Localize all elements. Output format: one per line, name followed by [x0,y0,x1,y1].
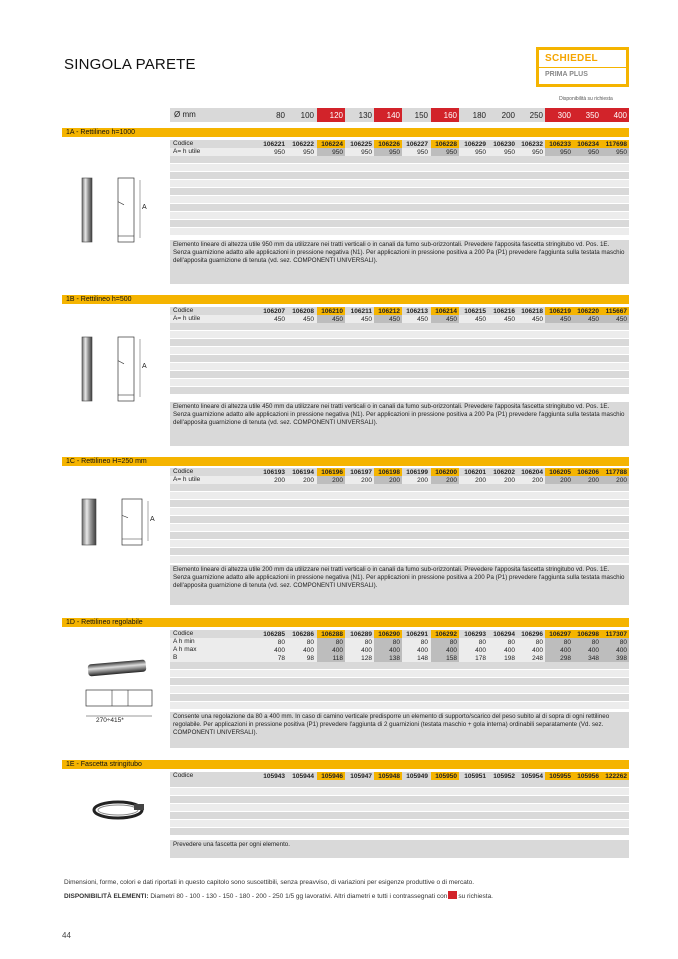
product-code: 106290 [374,630,402,638]
dimension-value: 400 [317,646,345,654]
product-code: 106234 [573,140,601,148]
product-code: 106218 [521,307,543,315]
row-label: A= h utile [173,315,201,322]
table-row-empty [170,204,629,212]
product-code: 105950 [431,772,459,780]
product-code: 105943 [263,772,285,780]
table-row-empty [170,363,629,371]
table-row-empty [170,156,629,164]
dimension-value: 398 [601,654,629,662]
dimension-value: 450 [601,315,629,323]
dimension-value: 80 [573,638,601,646]
product-code: 115667 [601,307,629,315]
row-label: Codice [173,772,194,779]
row-label: Codice [173,307,194,314]
dimension-value: 80 [420,638,428,646]
dimension-value: 450 [417,315,428,323]
product-code: 106219 [545,307,573,315]
dimension-row [170,654,629,662]
table-row-empty [170,804,629,812]
dimension-row [170,148,629,156]
product-image [90,796,150,829]
dimension-value: 348 [573,654,601,662]
table-row-empty [170,331,629,339]
product-code: 106292 [431,630,459,638]
table-row-empty [170,508,629,516]
product-code: 117788 [601,468,629,476]
section-description: Elemento lineare di altezza utile 200 mm da utilizzare nei tratti verticali o in canali da fumo sub-orizzontali. Prevedere l'apposita fascetta stringitubo vd. Pos. 1E. Senza guarnizione adatto alle applicazioni in pressione negativa (N1). Per applicazioni in pressione positiva a 200 Pa (P1) prevedere l'aggiunta sulla testata maschio dell'apposita guarnizione di tenuta (vd. sez. COMPONENTI UNIVERSALI). [170,565,629,605]
table-row-empty [170,540,629,548]
row-label: Codice [173,468,194,475]
dimension-value: 450 [431,315,459,323]
table-row-empty [170,828,629,836]
table-row-empty [170,387,629,395]
dimension-value: 248 [532,654,543,662]
footnote-availability [64,891,493,900]
product-code: 106286 [292,630,314,638]
diameter-120: 120 [317,108,345,122]
dimension-value: 138 [374,654,402,662]
dimension-value: 450 [274,315,285,323]
product-code: 106205 [545,468,573,476]
table-row-empty [170,355,629,363]
section-description: Prevedere una fascetta per ogni elemento. [170,840,629,858]
dimension-value: 950 [417,148,428,156]
section-title: 1A - Rettilineo h=1000 [62,128,629,137]
dimension-value: 950 [601,148,629,156]
product-code: 106285 [263,630,285,638]
product-code: 106194 [292,468,314,476]
product-code: 106193 [263,468,285,476]
product-code: 106233 [545,140,573,148]
table-row-empty [170,780,629,788]
footnote-availability-text: Diametri 80 - 100 - 130 - 150 - 180 - 200 - 250 1/5 gg lavorativi. Altri diametri e tutti i contrassegnati con [150,893,448,900]
product-code: 106225 [350,140,372,148]
product-code: 105951 [464,772,486,780]
code-row [170,630,629,638]
dimension-value: 950 [504,148,515,156]
product-code: 106214 [431,307,459,315]
table-row-empty [170,812,629,820]
product-code: 106215 [464,307,486,315]
product-code: 106297 [545,630,573,638]
dimension-value: 80 [364,638,372,646]
dimension-label: A [142,363,147,370]
dimension-value: 450 [532,315,543,323]
product-code: 106291 [406,630,428,638]
row-label: A= h utile [173,476,201,483]
page-number: 44 [62,931,71,940]
table-row-empty [170,820,629,828]
diameter-160: 160 [431,108,459,122]
table-row-empty [170,347,629,355]
product-code: 105956 [573,772,601,780]
dimension-value: 200 [274,476,285,484]
diameter-100: 100 [300,110,314,120]
table-row-empty [170,180,629,188]
dimension-value: 450 [374,315,402,323]
dimension-value: 400 [504,646,515,654]
dimension-value: 200 [532,476,543,484]
product-code: 106296 [521,630,543,638]
product-code: 106216 [493,307,515,315]
table-row-empty [170,228,629,236]
product-code: 106288 [317,630,345,638]
product-code: 106226 [374,140,402,148]
diameter-250: 250 [529,110,543,120]
dimension-value: 200 [431,476,459,484]
dimension-value: 950 [274,148,285,156]
dimension-value: 950 [431,148,459,156]
dimension-value: 950 [573,148,601,156]
dimension-value: 400 [374,646,402,654]
dimension-value: 198 [504,654,515,662]
product-code: 106198 [374,468,402,476]
product-code: 106230 [493,140,515,148]
dimension-row [170,315,629,323]
product-code: 106222 [292,140,314,148]
product-code: 106293 [464,630,486,638]
product-image [78,176,168,249]
dimension-value: 450 [545,315,573,323]
logo-divider [539,67,626,68]
dimension-value: 78 [277,654,285,662]
table-row-empty [170,556,629,564]
dimension-value: 80 [306,638,314,646]
table-row-empty [170,670,629,678]
table-row-empty [170,188,629,196]
product-code: 106220 [573,307,601,315]
red-square-icon [448,891,457,899]
product-code: 106207 [263,307,285,315]
table-row-empty [170,492,629,500]
product-code: 106201 [464,468,486,476]
section-description: Elemento lineare di altezza utile 950 mm da utilizzare nei tratti verticali o in canali da fumo sub-orizzontali. Prevedere l'apposita fascetta stringitubo vd. Pos. 1E. Senza guarnizione adatto alle applicazioni in pressione negativa (N1). Per applicazioni in pressione positiva a 200 Pa (P1) prevedere l'aggiunta sulla testata maschio dell'apposita guarnizione di tenuta (vd. sez. COMPONENTI UNIVERSALI). [170,240,629,284]
dimension-value: 200 [545,476,573,484]
dimension-value: 80 [317,638,345,646]
table-row-empty [170,694,629,702]
diameter-header [170,108,629,122]
dimension-label: 270÷415* [96,717,124,724]
product-code: 106228 [431,140,459,148]
product-code: 106221 [263,140,285,148]
dimension-value: 450 [361,315,372,323]
code-row [170,468,629,476]
table-row-empty [170,548,629,556]
diameter-180: 180 [472,110,486,120]
diameter-80: 80 [276,110,285,120]
dimension-value: 200 [601,476,629,484]
row-label: A h max [173,646,197,653]
dimension-row [170,646,629,654]
page-title: SINGOLA PARETE [64,56,196,73]
section-title: 1D - Rettilineo regolabile [62,618,629,627]
section-title: 1B - Rettilineo h=500 [62,295,629,304]
dimension-value: 98 [306,654,314,662]
dimension-value: 400 [303,646,314,654]
table-row-empty [170,164,629,172]
diameter-200: 200 [501,110,515,120]
row-label: Codice [173,140,194,147]
dimension-value: 80 [545,638,573,646]
dimension-value: 80 [507,638,515,646]
dimension-value: 450 [303,315,314,323]
product-code: 117307 [601,630,629,638]
dimension-label: A [150,516,155,523]
dimension-value: 950 [374,148,402,156]
table-row-empty [170,788,629,796]
table-row-empty [170,371,629,379]
product-code: 105955 [545,772,573,780]
product-code: 105947 [350,772,372,780]
dimension-label: A [142,204,147,211]
diameter-400: 400 [601,108,629,122]
product-code: 106294 [493,630,515,638]
logo-brand: SCHIEDEL [545,53,598,64]
dimension-value: 200 [303,476,314,484]
table-row-empty [170,220,629,228]
product-code: 106232 [521,140,543,148]
section-description: Elemento lineare di altezza utile 450 mm da utilizzare nei tratti verticali o in canali da fumo sub-orizzontali. Prevedere l'apposita fascetta stringitubo vd. Pos. 1E. Senza guarnizione adatto alle applicazioni in pressione negativa (N1). Per applicazioni in pressione positiva a 200 Pa (P1) prevedere l'aggiunta sulla testata maschio dell'apposita guarnizione di tenuta (vd. sez. COMPONENTI UNIVERSALI). [170,402,629,446]
dimension-value: 950 [317,148,345,156]
dimension-value: 148 [417,654,428,662]
table-row-empty [170,196,629,204]
table-row-empty [170,516,629,524]
product-code: 105948 [374,772,402,780]
product-code: 106200 [431,468,459,476]
diameter-label: Ø mm [174,110,196,119]
product-code: 106206 [573,468,601,476]
diameter-300: 300 [545,108,573,122]
product-code: 106229 [464,140,486,148]
dimension-value: 400 [431,646,459,654]
dimension-value: 298 [545,654,573,662]
dimension-value: 178 [475,654,486,662]
diameter-350: 350 [573,108,601,122]
dimension-value: 400 [573,646,601,654]
dimension-value: 158 [431,654,459,662]
dimension-value: 450 [317,315,345,323]
dimension-value: 950 [475,148,486,156]
product-code: 117698 [601,140,629,148]
table-row-empty [170,172,629,180]
row-label: Codice [173,630,194,637]
product-code: 105949 [406,772,428,780]
footnote-disclaimer: Dimensioni, forme, colori e dati riportati in questo capitolo sono suscettibili, senza preavviso, di variazioni per esigenze produttive o di mercato. [64,879,475,886]
table-row-empty [170,323,629,331]
product-code: 106227 [406,140,428,148]
dimension-value: 450 [504,315,515,323]
dimension-value: 80 [431,638,459,646]
table-row-empty [170,500,629,508]
product-code: 106210 [317,307,345,315]
table-row-empty [170,524,629,532]
section-description: Consente una regolazione da 80 a 400 mm. In caso di camino verticale predisporre un elemento di supporto/scarico del peso subito al di sopra di ogni rettilineo regolabile. Per applicazioni in pressione positiva (P1) prevedere l'aggiunta di 2 guarnizioni (testata maschio + gola interna) ordinabili separatamente (Vd. sez. COMPONENTI UNIVERSALI). [170,712,629,748]
table-row-empty [170,702,629,710]
product-code: 106199 [406,468,428,476]
dimension-value: 200 [317,476,345,484]
dimension-value: 200 [417,476,428,484]
product-image [78,335,168,408]
product-image [82,656,162,733]
dimension-value: 950 [361,148,372,156]
product-image [78,497,168,552]
product-code: 106211 [350,307,372,315]
product-code: 106208 [292,307,314,315]
code-row [170,772,629,780]
table-row-empty [170,686,629,694]
product-code: 122262 [601,772,629,780]
product-code: 106289 [350,630,372,638]
dimension-row [170,638,629,646]
diameter-130: 130 [358,110,372,120]
dimension-value: 80 [601,638,629,646]
dimension-value: 400 [545,646,573,654]
product-code: 105954 [521,772,543,780]
table-row-empty [170,532,629,540]
table-row-empty [170,796,629,804]
product-code: 106213 [406,307,428,315]
dimension-value: 950 [532,148,543,156]
diameter-140: 140 [374,108,402,122]
row-label: A h min [173,638,195,645]
dimension-value: 200 [475,476,486,484]
product-code: 106298 [573,630,601,638]
section-title: 1E - Fascetta stringitubo [62,760,629,769]
section-title: 1C - Rettilineo H=250 mm [62,457,629,466]
dimension-value: 118 [317,654,345,662]
footnote-availability-heading: DISPONIBILITÀ ELEMENTI: [64,893,149,900]
table-row-empty [170,212,629,220]
product-code: 106224 [317,140,345,148]
dimension-value: 80 [374,638,402,646]
dimension-value: 80 [535,638,543,646]
product-code: 106197 [350,468,372,476]
table-row-empty [170,339,629,347]
dimension-value: 80 [277,638,285,646]
row-label: B [173,654,178,661]
code-row [170,307,629,315]
product-code: 106196 [317,468,345,476]
table-row-empty [170,379,629,387]
dimension-value: 400 [475,646,486,654]
table-row-empty [170,678,629,686]
product-code: 105952 [493,772,515,780]
brand-logo [536,47,629,87]
dimension-value: 80 [478,638,486,646]
table-row-empty [170,662,629,670]
product-code: 106212 [374,307,402,315]
dimension-value: 128 [361,654,372,662]
product-code: 106204 [521,468,543,476]
product-code: 106202 [493,468,515,476]
dimension-value: 450 [573,315,601,323]
dimension-value: 950 [545,148,573,156]
dimension-value: 200 [573,476,601,484]
availability-note: Disponibilità su richiesta [559,96,613,102]
table-row-empty [170,484,629,492]
dimension-value: 450 [475,315,486,323]
dimension-value: 200 [504,476,515,484]
dimension-row [170,476,629,484]
logo-product: PRIMA PLUS [545,71,588,78]
product-code: 105946 [317,772,345,780]
footnote-availability-end: su richiesta. [458,893,493,900]
dimension-value: 200 [374,476,402,484]
product-code: 105944 [292,772,314,780]
dimension-value: 400 [361,646,372,654]
code-row [170,140,629,148]
dimension-value: 400 [417,646,428,654]
dimension-value: 200 [361,476,372,484]
row-label: A= h utile [173,148,201,155]
diameter-150: 150 [414,110,428,120]
dimension-value: 400 [532,646,543,654]
dimension-value: 950 [303,148,314,156]
dimension-value: 400 [601,646,629,654]
dimension-value: 400 [274,646,285,654]
